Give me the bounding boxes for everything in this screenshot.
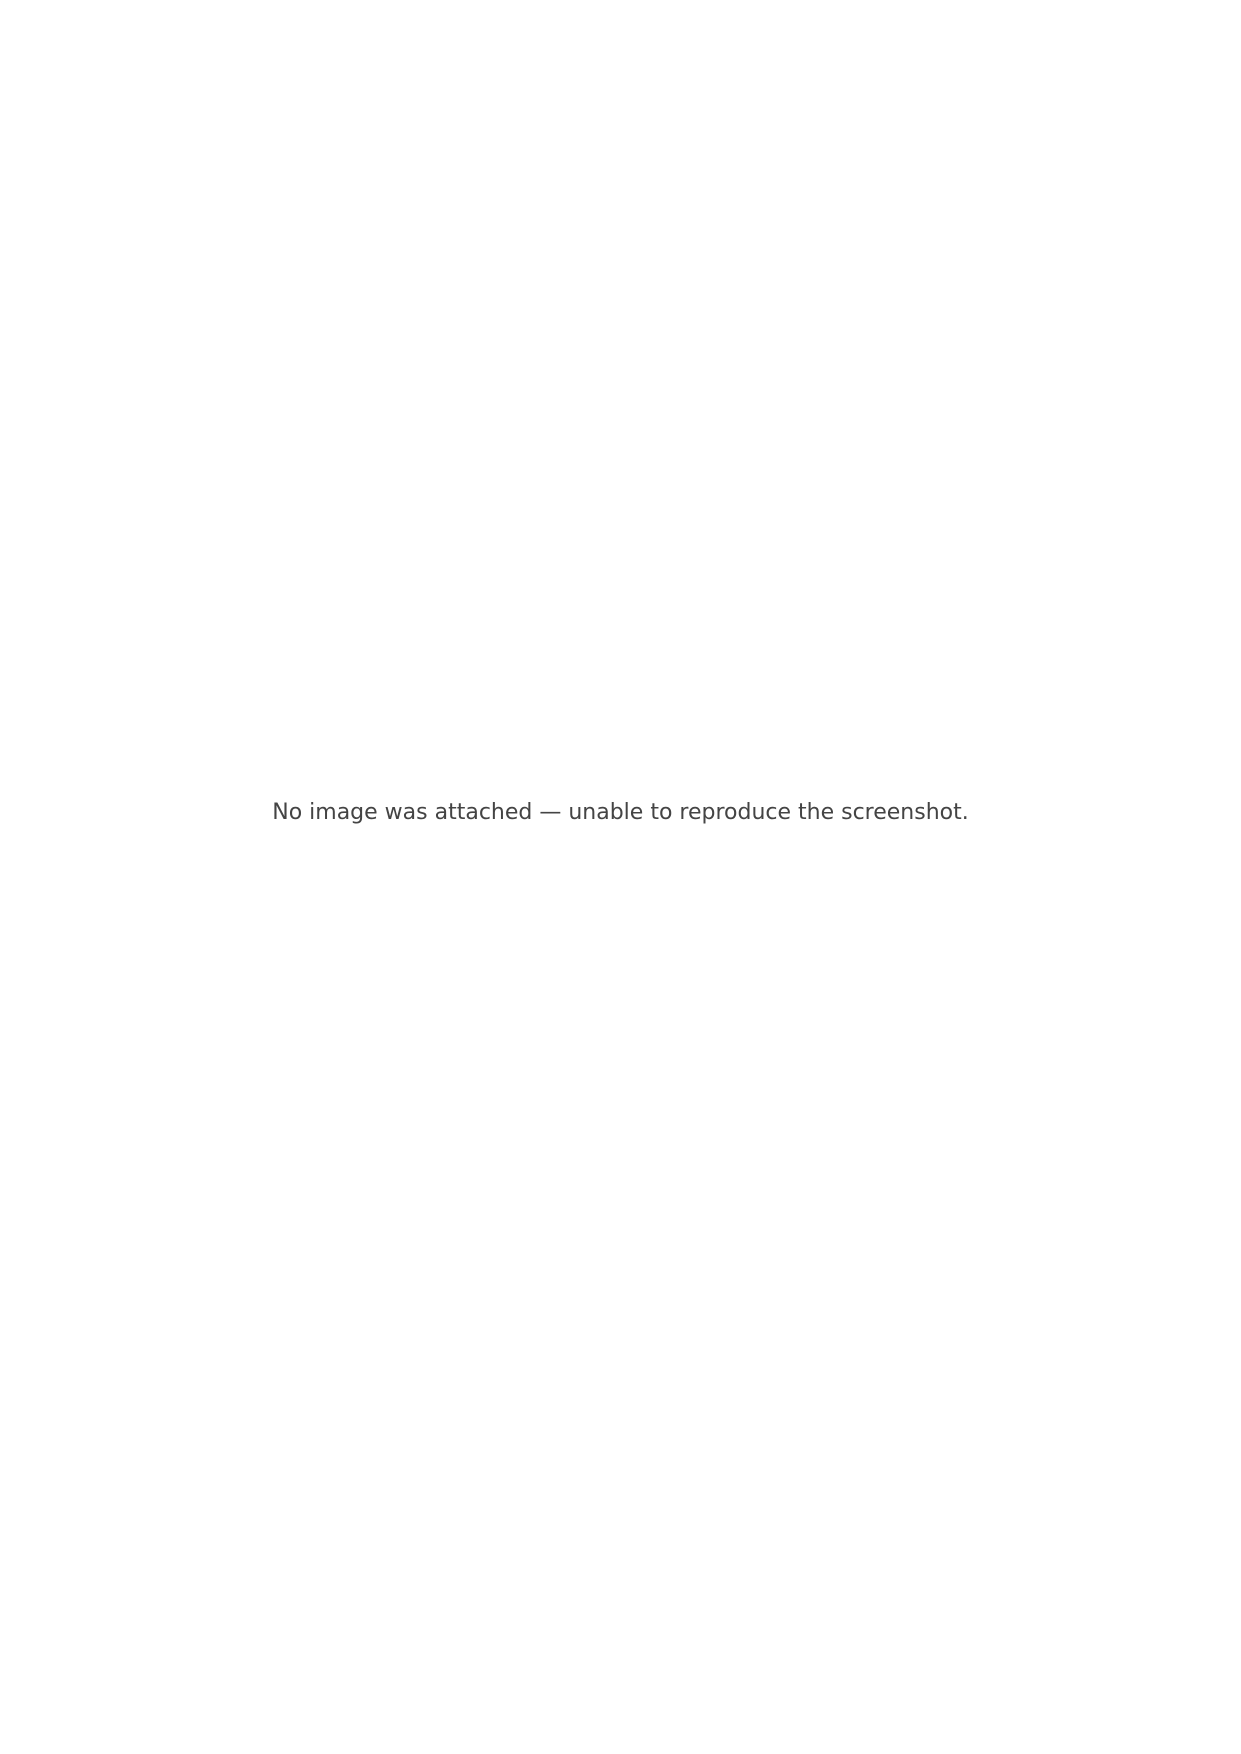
missing-image-notice: No image was attached — unable to reproduce the screenshot. [272, 800, 969, 825]
